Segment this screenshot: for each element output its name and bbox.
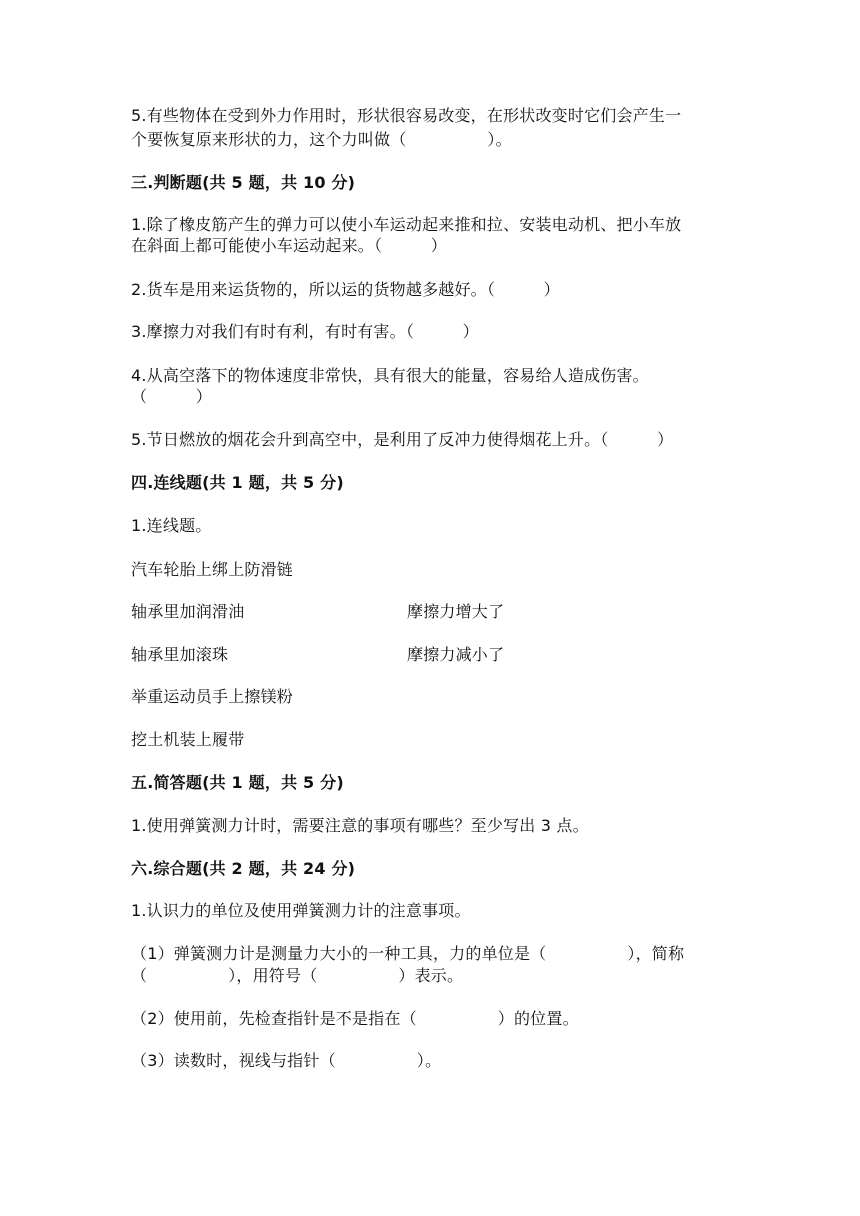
- question-text: 1.除了橡皮筋产生的弹力可以使小车运动起来推和拉、安装电动机、把小车放: [131, 215, 682, 234]
- match-left-item: 轴承里加滚珠: [131, 645, 229, 664]
- match-right-item: 摩擦力减小了: [407, 645, 505, 664]
- question-text: 5.有些物体在受到外力作用时，形状很容易改变，在形状改变时它们会产生一: [131, 106, 682, 125]
- match-left-item: 挖土机装上履带: [131, 730, 245, 749]
- question-text: 1.连线题。: [131, 516, 212, 535]
- match-left-item: 举重运动员手上擦镁粉: [131, 687, 294, 706]
- section-title: 六.综合题(共 2 题，共 24 分): [131, 859, 356, 878]
- question-text: （2）使用前，先检查指针是不是指在（ ）的位置。: [131, 1009, 579, 1028]
- question-text: （1）弹簧测力计是测量力大小的一种工具，力的单位是（ ），简称: [131, 944, 685, 963]
- question-text: 个要恢复原来形状的力，这个力叫做（ ）。: [131, 130, 512, 149]
- question-text: 4.从高空落下的物体速度非常快，具有很大的能量，容易给人造成伤害。: [131, 366, 649, 385]
- question-text: 3.摩擦力对我们有时有利，有时有害。（ ）: [131, 322, 479, 341]
- question-text: （3）读数时，视线与指针（ ）。: [131, 1051, 442, 1070]
- match-left-item: 汽车轮胎上绑上防滑链: [131, 560, 294, 579]
- question-text: 1.使用弹簧测力计时，需要注意的事项有哪些？至少写出 3 点。: [131, 816, 589, 835]
- question-text: （ ）: [131, 387, 213, 406]
- section-title: 四.连线题(共 1 题，共 5 分): [131, 473, 344, 492]
- match-left-item: 轴承里加润滑油: [131, 602, 245, 621]
- section-title: 三.判断题(共 5 题，共 10 分): [131, 173, 356, 192]
- section-title: 五.简答题(共 1 题，共 5 分): [131, 773, 344, 792]
- question-text: （ ），用符号（ ）表示。: [131, 966, 464, 985]
- match-right-item: 摩擦力增大了: [407, 602, 505, 621]
- question-text: 5.节日燃放的烟花会升到高空中，是利用了反冲力使得烟花上升。（ ）: [131, 430, 674, 449]
- question-text: 在斜面上都可能使小车运动起来。（ ）: [131, 236, 448, 255]
- question-text: 2.货车是用来运货物的，所以运的货物越多越好。（ ）: [131, 280, 560, 299]
- question-text: 1.认识力的单位及使用弹簧测力计的注意事项。: [131, 901, 471, 920]
